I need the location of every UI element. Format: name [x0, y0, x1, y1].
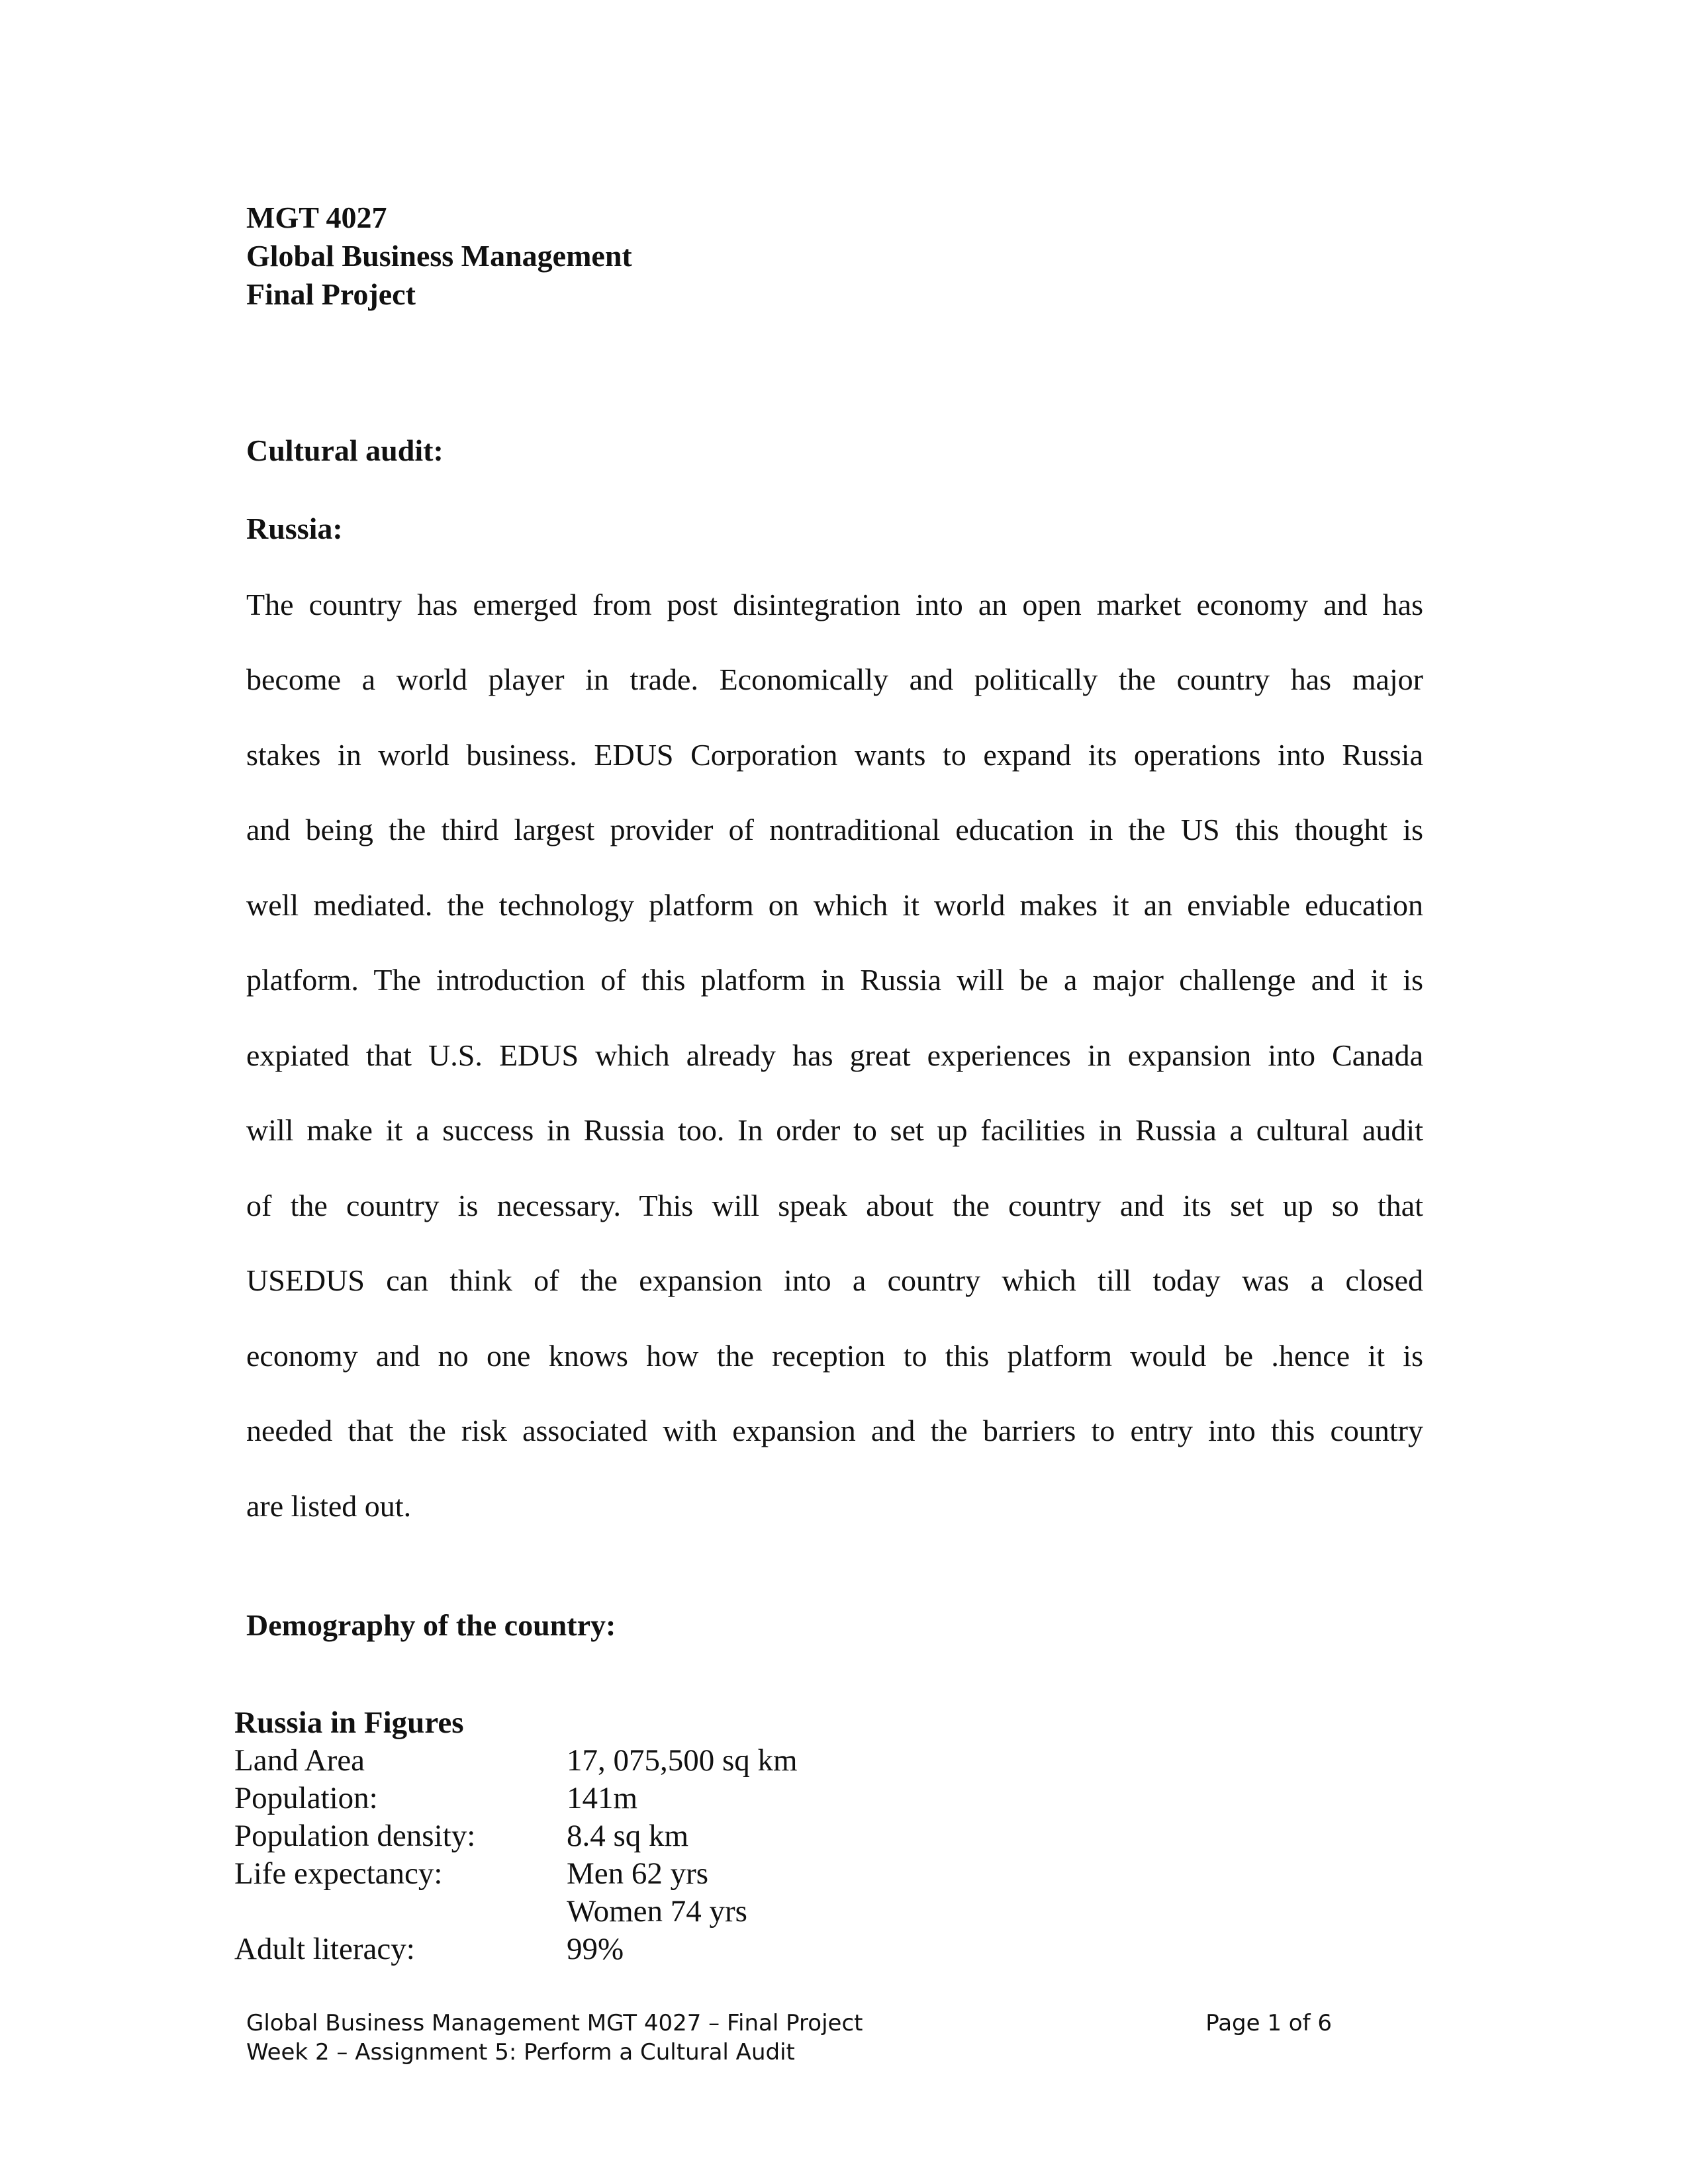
course-code: MGT 4027 — [246, 201, 387, 234]
paragraph-line: expiated that U.S. EDUS which already has great experiences in expansion into Canada — [246, 1038, 1423, 1072]
paragraph-line: USEDUS can think of the expansion into a country which till today was a closed — [246, 1263, 1423, 1297]
footer-course-line: Global Business Management MGT 4027 – Final Project — [246, 2010, 863, 2036]
paragraph-line: The country has emerged from post disintegration into an open market economy and has — [246, 588, 1423, 621]
page-footer — [246, 2009, 1332, 2067]
russia-figures-table — [234, 1704, 798, 1968]
russia-heading: Russia: — [246, 512, 343, 545]
figures-row — [234, 1855, 798, 1893]
figures-title: Russia in Figures — [234, 1706, 464, 1740]
paragraph-line: well mediated. the technology platform on which it world makes it an enviable education — [246, 888, 1423, 922]
figure-value: 8.4 sq km — [567, 1819, 689, 1853]
paragraph-line: economy and no one knows how the reception to this platform would be .hence it is — [246, 1339, 1423, 1373]
figure-label: Land Area — [234, 1743, 365, 1778]
paragraph-line: and being the third largest provider of nontraditional education in the US this thought is — [246, 813, 1423, 846]
figure-value: 99% — [567, 1932, 624, 1966]
paragraph-line: will make it a success in Russia too. In order to set up facilities in Russia a cultural audit — [246, 1113, 1423, 1147]
figure-label: Adult literacy: — [234, 1932, 415, 1966]
paragraph-line: needed that the risk associated with expansion and the barriers to entry into this country — [246, 1414, 1423, 1447]
figures-row — [234, 1780, 798, 1817]
figure-label: Population density: — [234, 1819, 476, 1853]
paragraph-line: platform. The introduction of this platform in Russia will be a major challenge and it is — [246, 963, 1423, 997]
paragraph-line: stakes in world business. EDUS Corporation wants to expand its operations into Russia — [246, 738, 1423, 772]
paragraph-line: become a world player in trade. Economically and politically the country has major — [246, 662, 1423, 696]
footer-assignment-line: Week 2 – Assignment 5: Perform a Cultural Audit — [246, 2039, 795, 2066]
course-name: Global Business Management — [246, 239, 632, 273]
paragraph-line: of the country is necessary. This will speak about the country and its set up so that — [246, 1189, 1423, 1222]
figure-value: Women 74 yrs — [567, 1894, 747, 1929]
figures-row — [234, 1931, 798, 1968]
figure-value: 141m — [567, 1781, 638, 1815]
figures-row — [234, 1893, 798, 1931]
document-header — [246, 199, 632, 314]
figures-row — [234, 1817, 798, 1855]
cultural-audit-heading: Cultural audit: — [246, 433, 444, 467]
demography-heading: Demography of the country: — [246, 1608, 616, 1642]
paragraph-line: are listed out. — [246, 1489, 412, 1523]
figures-row — [234, 1742, 798, 1780]
page-number: Page 1 of 6 — [1205, 2010, 1332, 2036]
figure-value: 17, 075,500 sq km — [567, 1743, 798, 1778]
project-title: Final Project — [246, 277, 416, 311]
figure-label: Population: — [234, 1781, 378, 1815]
figure-value: Men 62 yrs — [567, 1856, 709, 1891]
figure-label — [234, 1893, 567, 1931]
figure-label: Life expectancy: — [234, 1856, 443, 1891]
